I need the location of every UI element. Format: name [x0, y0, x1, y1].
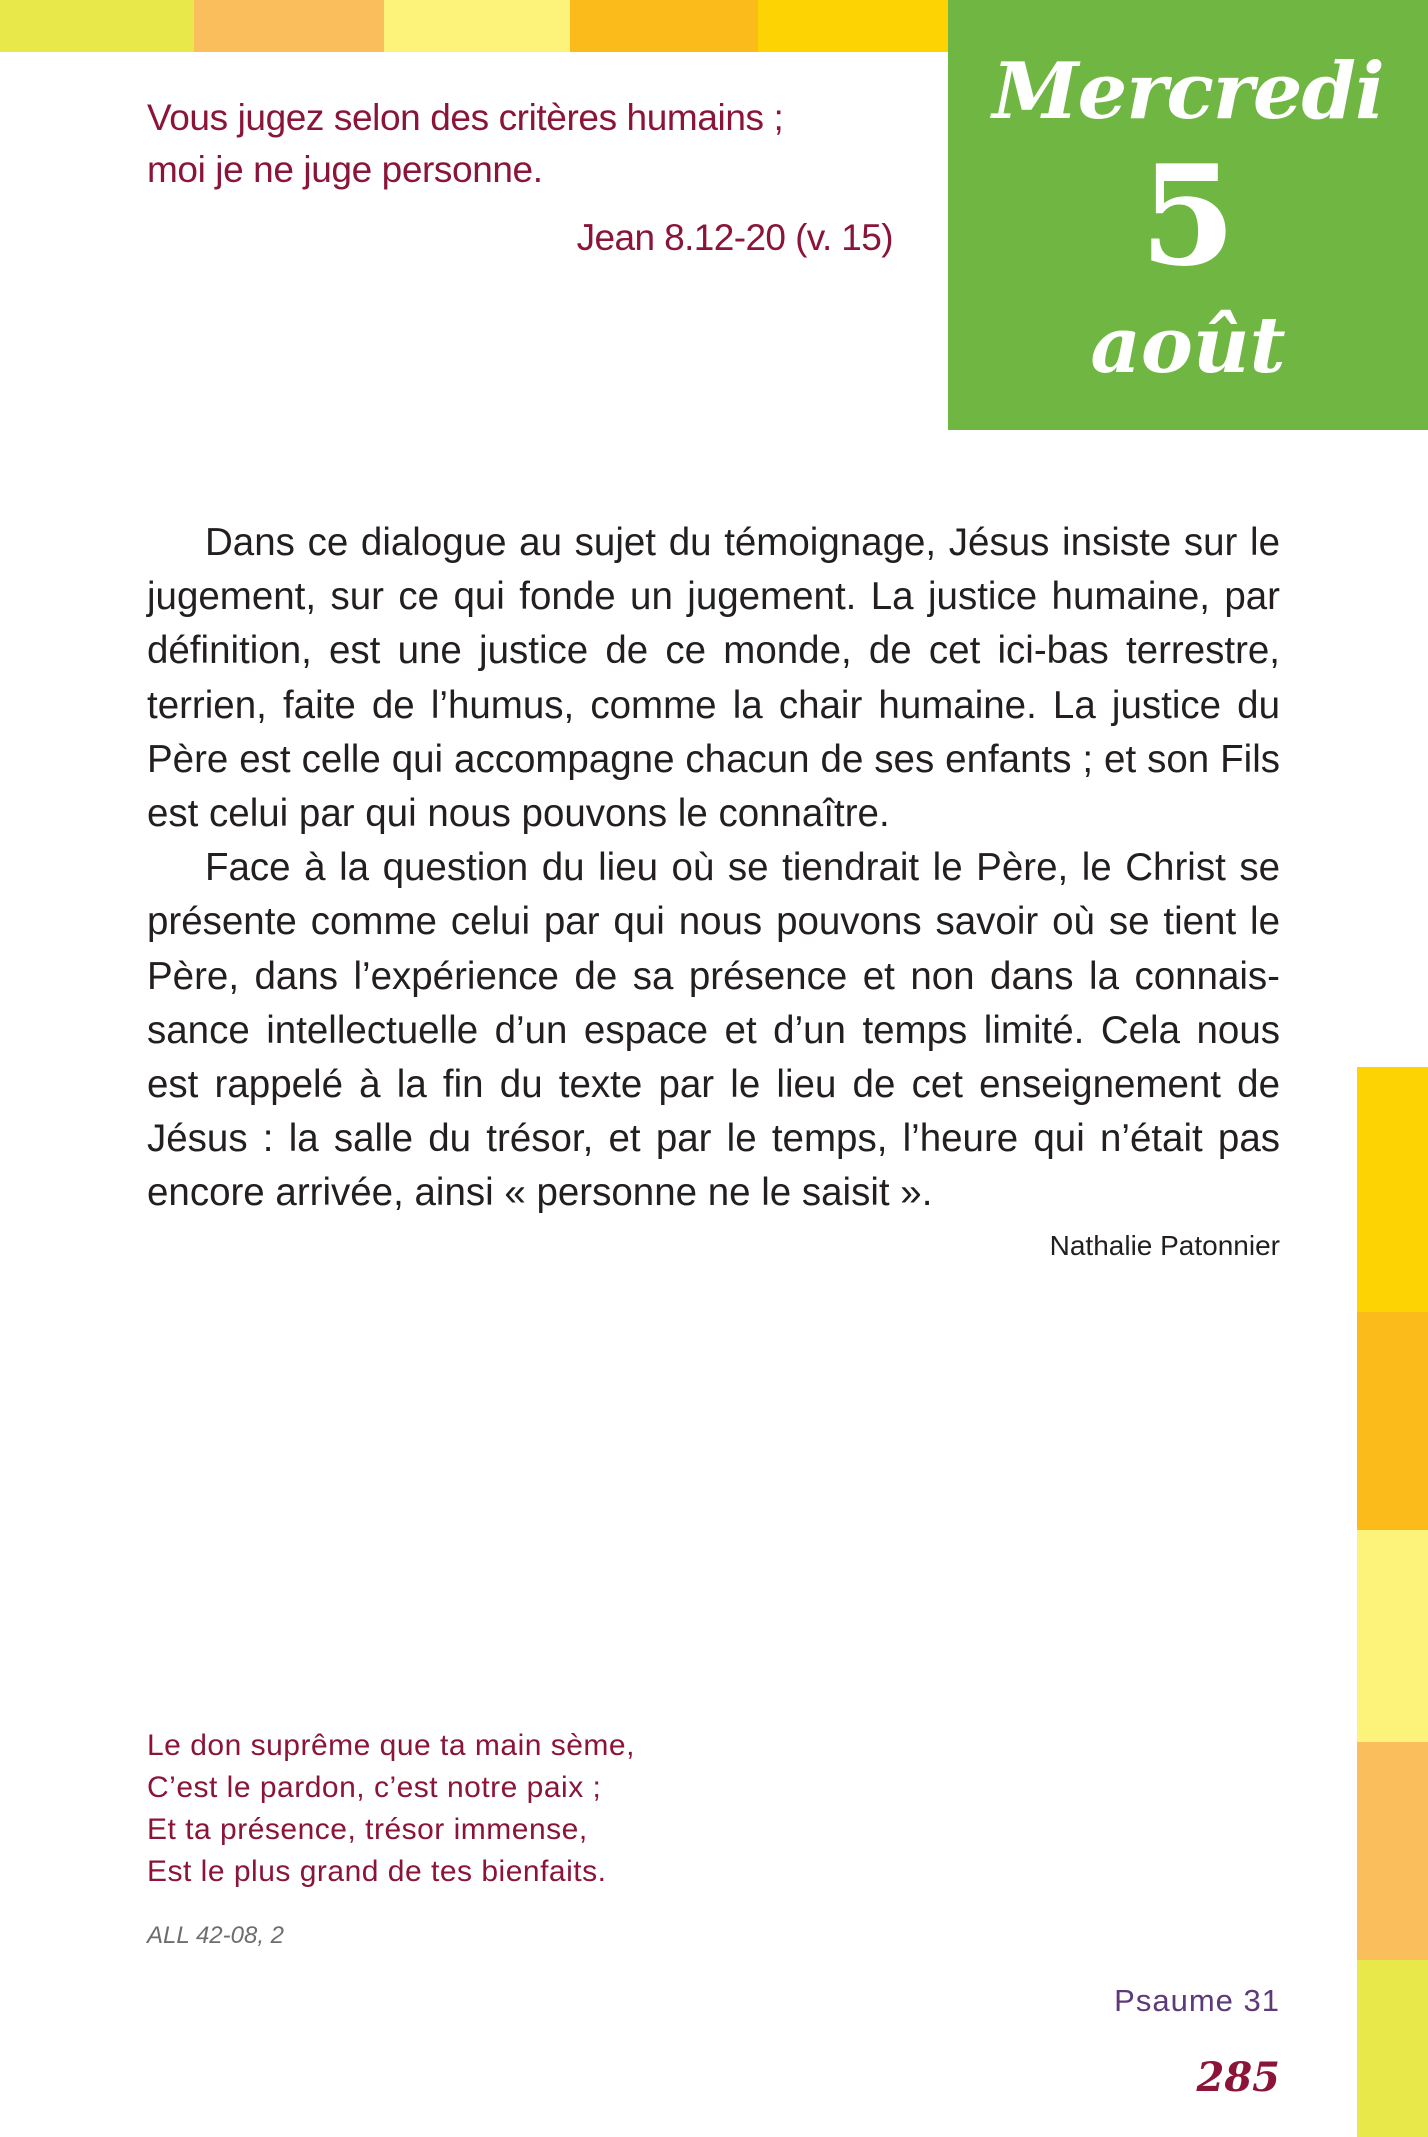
right-stripe-3	[1357, 1530, 1428, 1742]
hymn-line: Et ta présence, trésor immense,	[147, 1813, 588, 1846]
date-weekday: Mercredi	[992, 46, 1384, 137]
hymn-stanza	[147, 1725, 907, 1893]
top-stripe-4	[570, 0, 758, 52]
hymn-line: Est le plus grand de tes bienfaits.	[147, 1855, 607, 1888]
meditation-text	[147, 516, 1280, 1221]
verse-line: Vous jugez selon des critères humains ;	[147, 97, 784, 138]
top-stripe-1	[0, 0, 194, 52]
right-stripe-2	[1357, 1312, 1428, 1530]
right-stripe-1	[1357, 1067, 1428, 1312]
right-color-stripes	[1357, 1067, 1428, 2137]
top-stripe-5	[758, 0, 948, 52]
verse-reference: Jean 8.12-20 (v. 15)	[576, 217, 893, 258]
hymn-line: Le don suprême que ta main sème,	[147, 1729, 635, 1762]
top-stripe-2	[194, 0, 384, 52]
date-month: août	[1090, 300, 1286, 391]
right-stripe-5	[1357, 1960, 1428, 2137]
author-name: Nathalie Patonnier	[1049, 1230, 1280, 1261]
psalm-reading: Psaume 31	[1114, 1983, 1280, 2018]
paragraph: Face à la question du lieu où se tiendrait le Père, le Christ se présente comme celui par qui nous pouvons savoir où se tient le Père, dans l’expérience de sa présence et non dans la connaissance intellectuelle d’un espace et d’un temps limité. Cela nous est rappelé à la fin du texte par le lieu de cet enseignement de Jésus : la salle du trésor, et par le temps, l’heure qui n’était pas encore arrivée, ainsi « personne ne le saisit ».	[147, 846, 1280, 1215]
verse-line: moi je ne juge personne.	[147, 149, 543, 190]
date-box	[948, 0, 1428, 430]
right-stripe-4	[1357, 1742, 1428, 1960]
date-day: 5	[1139, 134, 1237, 297]
page-number: 285	[1196, 2054, 1280, 2101]
top-stripe-3	[384, 0, 570, 52]
top-color-stripes	[0, 0, 948, 52]
hymn-reference: ALL 42-08, 2	[147, 1922, 285, 1949]
verse-quote	[147, 92, 907, 196]
paragraph: Dans ce dialogue au sujet du témoignage, Jésus insiste sur le jugement, sur ce qui fonde un jugement. La justice humaine, par définition, est une justice de ce monde, de cet ici-bas terrestre, terrien, faite de l’humus, comme la chair humaine. La justice du Père est celle qui accompagne chacun de ses enfants ; et son Fils est celui par qui nous pouvons le connaître.	[147, 521, 1280, 836]
hymn-line: C’est le pardon, c’est notre paix ;	[147, 1771, 602, 1804]
